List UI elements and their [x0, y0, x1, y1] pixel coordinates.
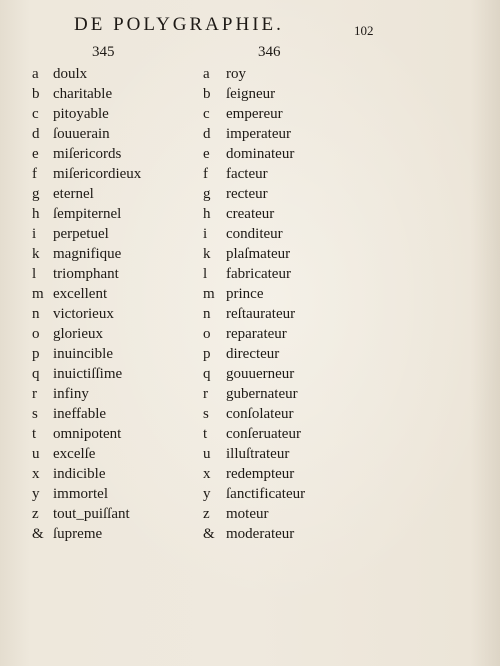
page-number: 102	[354, 23, 374, 38]
running-head: DE POLYGRAPHIE.	[74, 14, 284, 35]
letter-left: x	[32, 466, 40, 482]
letter-left: g	[32, 186, 40, 202]
word-right: directeur	[226, 346, 280, 362]
word-left: pitoyable	[53, 106, 109, 122]
letter-left: r	[32, 386, 37, 402]
table-row	[0, 84, 500, 104]
table-row	[0, 64, 500, 84]
word-right: gubernateur	[226, 386, 298, 402]
word-right: dominateur	[226, 146, 295, 162]
letter-right: t	[203, 426, 208, 442]
letter-left: z	[32, 506, 39, 522]
word-left: ineffable	[53, 406, 107, 422]
word-left: triomphant	[53, 266, 119, 282]
word-left: inuictiſſime	[53, 366, 123, 382]
letter-right: f	[203, 166, 208, 182]
letter-right: a	[203, 66, 210, 82]
word-right: moteur	[226, 506, 269, 522]
letter-right: e	[203, 146, 210, 162]
word-right: moderateur	[226, 526, 295, 542]
table-row	[0, 504, 500, 524]
table-row	[0, 484, 500, 504]
letter-left: n	[32, 306, 40, 322]
word-left: excellent	[53, 286, 108, 302]
word-left: infiny	[53, 386, 89, 402]
word-left: miſericords	[53, 146, 122, 162]
table-row	[0, 344, 500, 364]
letter-left: c	[32, 106, 39, 122]
word-left: perpetuel	[53, 226, 109, 242]
word-table	[0, 64, 500, 544]
letter-left: &	[32, 526, 44, 542]
letter-left: o	[32, 326, 40, 342]
word-right: imperateur	[226, 126, 291, 142]
word-right: facteur	[226, 166, 268, 182]
word-left: excelſe	[53, 446, 96, 462]
word-left: doulx	[53, 66, 88, 82]
word-left: immortel	[53, 486, 108, 502]
word-left: victorieux	[53, 306, 114, 322]
word-right: conſeruateur	[226, 426, 301, 442]
letter-right: h	[203, 206, 211, 222]
table-row	[0, 244, 500, 264]
letter-right: q	[203, 366, 211, 382]
letter-right: b	[203, 86, 211, 102]
table-row	[0, 104, 500, 124]
word-right: conſolateur	[226, 406, 294, 422]
letter-right: c	[203, 106, 210, 122]
word-left: magnifique	[53, 246, 122, 262]
word-right: roy	[226, 66, 246, 82]
table-row	[0, 284, 500, 304]
letter-left: h	[32, 206, 40, 222]
table-row	[0, 464, 500, 484]
letter-right: n	[203, 306, 211, 322]
letter-right: k	[203, 246, 211, 262]
column-number-right: 346	[258, 44, 281, 60]
word-right: recteur	[226, 186, 268, 202]
table-row	[0, 524, 500, 544]
word-right: createur	[226, 206, 275, 222]
letter-right: i	[203, 226, 208, 242]
table-row	[0, 304, 500, 324]
word-right: ſanctificateur	[226, 486, 306, 502]
letter-left: u	[32, 446, 40, 462]
table-row	[0, 224, 500, 244]
letter-right: l	[203, 266, 208, 282]
word-left: omnipotent	[53, 426, 122, 442]
column-number-left: 345	[92, 44, 115, 60]
letter-left: d	[32, 126, 40, 142]
word-right: empereur	[226, 106, 283, 122]
table-row	[0, 404, 500, 424]
table-row	[0, 204, 500, 224]
letter-right: s	[203, 406, 209, 422]
letter-left: i	[32, 226, 37, 242]
word-right: conditeur	[226, 226, 283, 242]
letter-left: m	[32, 286, 44, 302]
letter-left: q	[32, 366, 40, 382]
letter-left: p	[32, 346, 40, 362]
table-row	[0, 264, 500, 284]
word-left: ſempiternel	[53, 206, 122, 222]
word-right: illuſtrateur	[226, 446, 290, 462]
word-left: eternel	[53, 186, 94, 202]
letter-right: m	[203, 286, 215, 302]
letter-right: d	[203, 126, 211, 142]
table-row	[0, 144, 500, 164]
letter-right: x	[203, 466, 211, 482]
letter-right: z	[203, 506, 210, 522]
table-row	[0, 184, 500, 204]
letter-left: b	[32, 86, 40, 102]
word-right: reparateur	[226, 326, 287, 342]
table-row	[0, 424, 500, 444]
letter-left: k	[32, 246, 40, 262]
table-row	[0, 164, 500, 184]
word-left: ſouuerain	[53, 126, 110, 142]
word-left: charitable	[53, 86, 113, 102]
table-row	[0, 124, 500, 144]
table-row	[0, 364, 500, 384]
letter-right: y	[203, 486, 211, 502]
word-left: inuincible	[53, 346, 113, 362]
letter-right: o	[203, 326, 211, 342]
word-right: redempteur	[226, 466, 295, 482]
word-left: ſupreme	[53, 526, 103, 542]
letter-right: p	[203, 346, 211, 362]
word-right: ſeigneur	[226, 86, 276, 102]
word-right: plaſmateur	[226, 246, 291, 262]
letter-right: u	[203, 446, 211, 462]
letter-left: t	[32, 426, 37, 442]
word-right: prince	[226, 286, 264, 302]
letter-right: &	[203, 526, 215, 542]
word-right: reſtaurateur	[226, 306, 296, 322]
table-row	[0, 444, 500, 464]
letter-left: f	[32, 166, 37, 182]
word-left: tout_puiſſant	[53, 506, 130, 522]
word-right: fabricateur	[226, 266, 291, 282]
letter-left: l	[32, 266, 37, 282]
table-row	[0, 324, 500, 344]
letter-left: a	[32, 66, 39, 82]
word-right: gouuerneur	[226, 366, 295, 382]
word-left: indicible	[53, 466, 106, 482]
word-left: glorieux	[53, 326, 103, 342]
letter-left: y	[32, 486, 40, 502]
table-row	[0, 384, 500, 404]
letter-left: e	[32, 146, 39, 162]
letter-left: s	[32, 406, 38, 422]
word-left: miſericordieux	[53, 166, 142, 182]
letter-right: g	[203, 186, 211, 202]
letter-right: r	[203, 386, 208, 402]
